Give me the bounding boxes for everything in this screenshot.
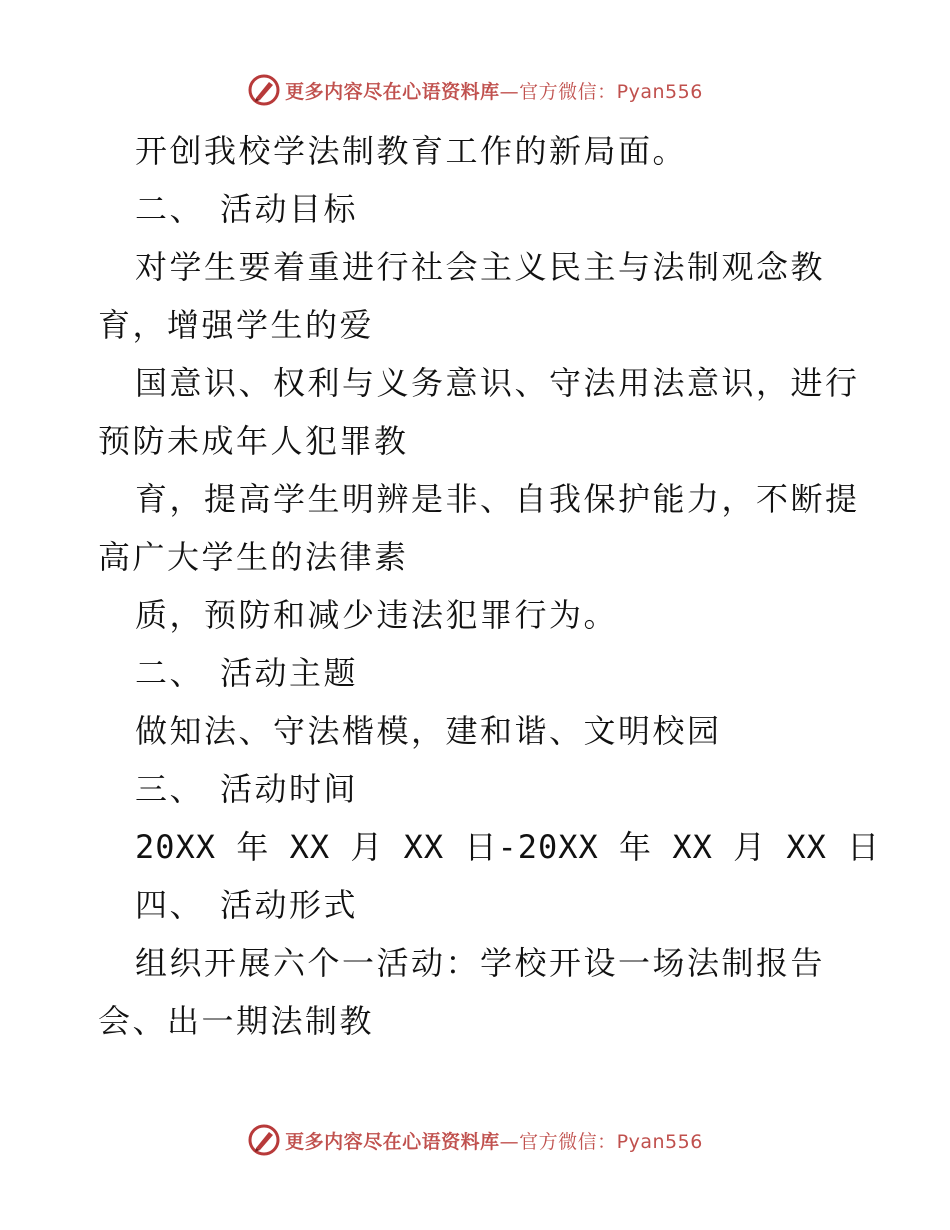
- watermark-separator: —: [499, 1130, 520, 1153]
- watermark-header: [0, 70, 950, 110]
- paragraph-line: 育，增强学生的爱: [98, 306, 375, 344]
- section-heading-goals: [98, 180, 868, 238]
- section-number: 二、: [135, 190, 205, 228]
- pen-logo-icon: [247, 73, 281, 107]
- activity-date-range: 20XX 年 XX 月 XX 日-20XX 年 XX 月 XX 日: [135, 828, 881, 866]
- section-number: 四、: [135, 886, 205, 924]
- paragraph-line: 会、出一期法制教: [98, 1002, 375, 1040]
- watermark-separator: —: [499, 80, 520, 103]
- document-body: [98, 122, 881, 1050]
- watermark-wechat-text: 官方微信：Pyan556: [519, 80, 703, 103]
- paragraph-line: 做知法、守法楷模，建和谐、文明校园: [135, 712, 722, 750]
- paragraph-line: 质，预防和减少违法犯罪行为。: [135, 596, 619, 634]
- pen-logo-icon: [247, 1123, 281, 1157]
- section-heading-theme: [98, 644, 868, 702]
- section-heading-time: [98, 760, 868, 818]
- section-title: 活动主题: [220, 654, 359, 692]
- paragraph-line: 高广大学生的法律素: [98, 538, 409, 576]
- watermark-footer: [0, 1120, 950, 1160]
- paragraph-line: 组织开展六个一活动：学校开设一场法制报告: [135, 944, 826, 982]
- watermark-wechat-text: 官方微信：Pyan556: [519, 1130, 703, 1153]
- paragraph-line: 育，提高学生明辨是非、自我保护能力，不断提: [135, 480, 860, 518]
- watermark-site-text: 更多内容尽在心语资料库: [285, 1130, 500, 1153]
- section-number: 二、: [135, 654, 205, 692]
- watermark-site-text: 更多内容尽在心语资料库: [285, 80, 500, 103]
- watermark-text: [285, 1127, 703, 1154]
- section-number: 三、: [135, 770, 205, 808]
- section-heading-format: [98, 876, 868, 934]
- section-title: 活动形式: [220, 886, 359, 924]
- paragraph-line: 预防未成年人犯罪教: [98, 422, 409, 460]
- section-title: 活动时间: [220, 770, 359, 808]
- paragraph-line: 开创我校学法制教育工作的新局面。: [135, 132, 688, 170]
- watermark-text: [285, 77, 703, 104]
- paragraph-line: 对学生要着重进行社会主义民主与法制观念教: [135, 248, 826, 286]
- paragraph-line: 国意识、权利与义务意识、守法用法意识，进行: [135, 364, 860, 402]
- section-title: 活动目标: [220, 190, 359, 228]
